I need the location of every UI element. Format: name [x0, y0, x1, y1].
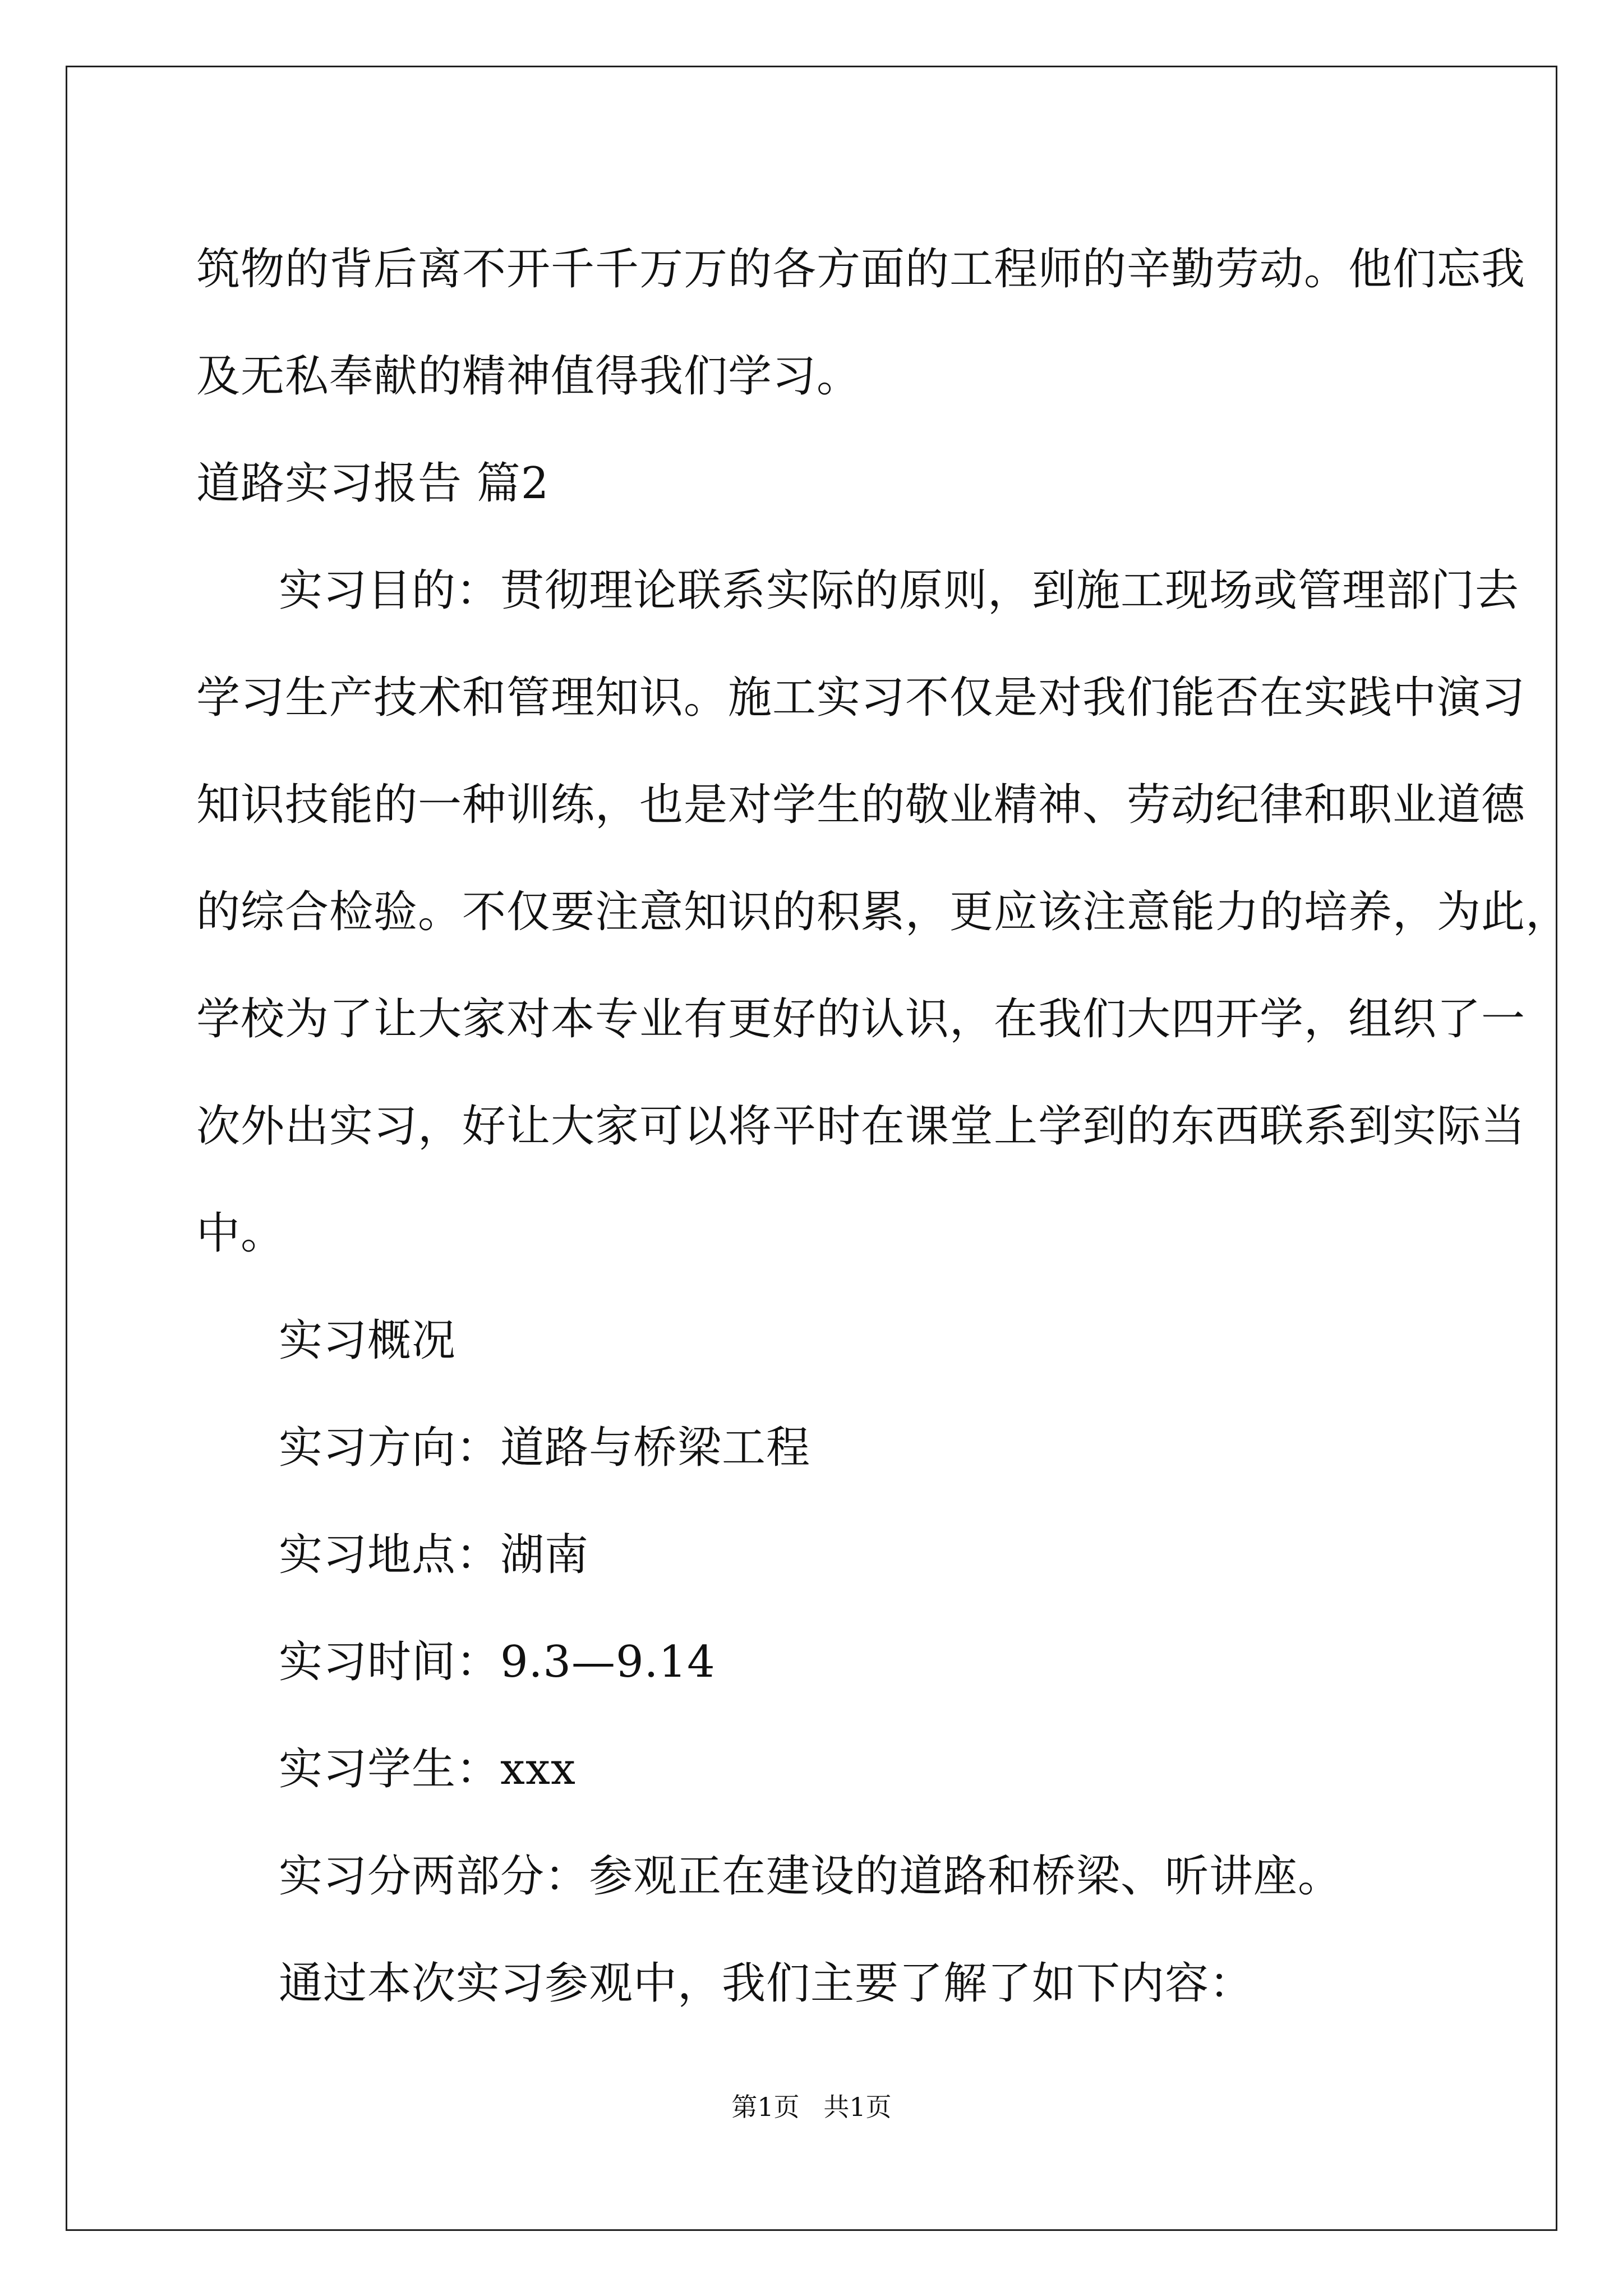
paragraph-line: 次外出实习，好让大家可以将平时在课堂上学到的东西联系到实际当 [196, 1101, 1526, 1152]
info-time: 实习时间：9.3—9.14 [279, 1637, 716, 1687]
paragraph-line: 的综合检验。不仅要注意知识的积累，更应该注意能力的培养，为此， [196, 887, 1570, 937]
paragraph-line: 筑物的背后离不开千千万万的各方面的工程师的辛勤劳动。他们忘我 [196, 244, 1526, 295]
paragraph-line: 学校为了让大家对本专业有更好的认识，在我们大四开学，组织了一 [196, 994, 1526, 1045]
info-location: 实习地点：湖南 [279, 1530, 589, 1580]
paragraph-line: 通过本次实习参观中，我们主要了解了如下内容： [279, 1958, 1254, 2009]
info-student: 实习学生：xxx [279, 1744, 576, 1795]
document-body [196, 216, 1570, 2037]
page-number: 第1页 [731, 2092, 800, 2122]
paragraph-line: 实习目的：贯彻理论联系实际的原则，到施工现场或管理部门去 [279, 565, 1520, 616]
paragraph-line: 知识技能的一种训练，也是对学生的敬业精神、劳动纪律和职业道德 [196, 780, 1526, 830]
page-total: 共1页 [823, 2092, 892, 2122]
paragraph-line: 及无私奉献的精神值得我们学习。 [196, 351, 861, 402]
page-footer [0, 2087, 1623, 2124]
info-direction: 实习方向：道路与桥梁工程 [279, 1423, 811, 1473]
section-heading: 道路实习报告 篇2 [196, 458, 550, 509]
paragraph-line: 学习生产技术和管理知识。施工实习不仅是对我们能否在实践中演习 [196, 673, 1526, 723]
paragraph-line: 中。 [196, 1208, 285, 1259]
paragraph-line: 实习分两部分：参观正在建设的道路和桥梁、听讲座。 [279, 1851, 1343, 1902]
subheading: 实习概况 [279, 1315, 457, 1366]
